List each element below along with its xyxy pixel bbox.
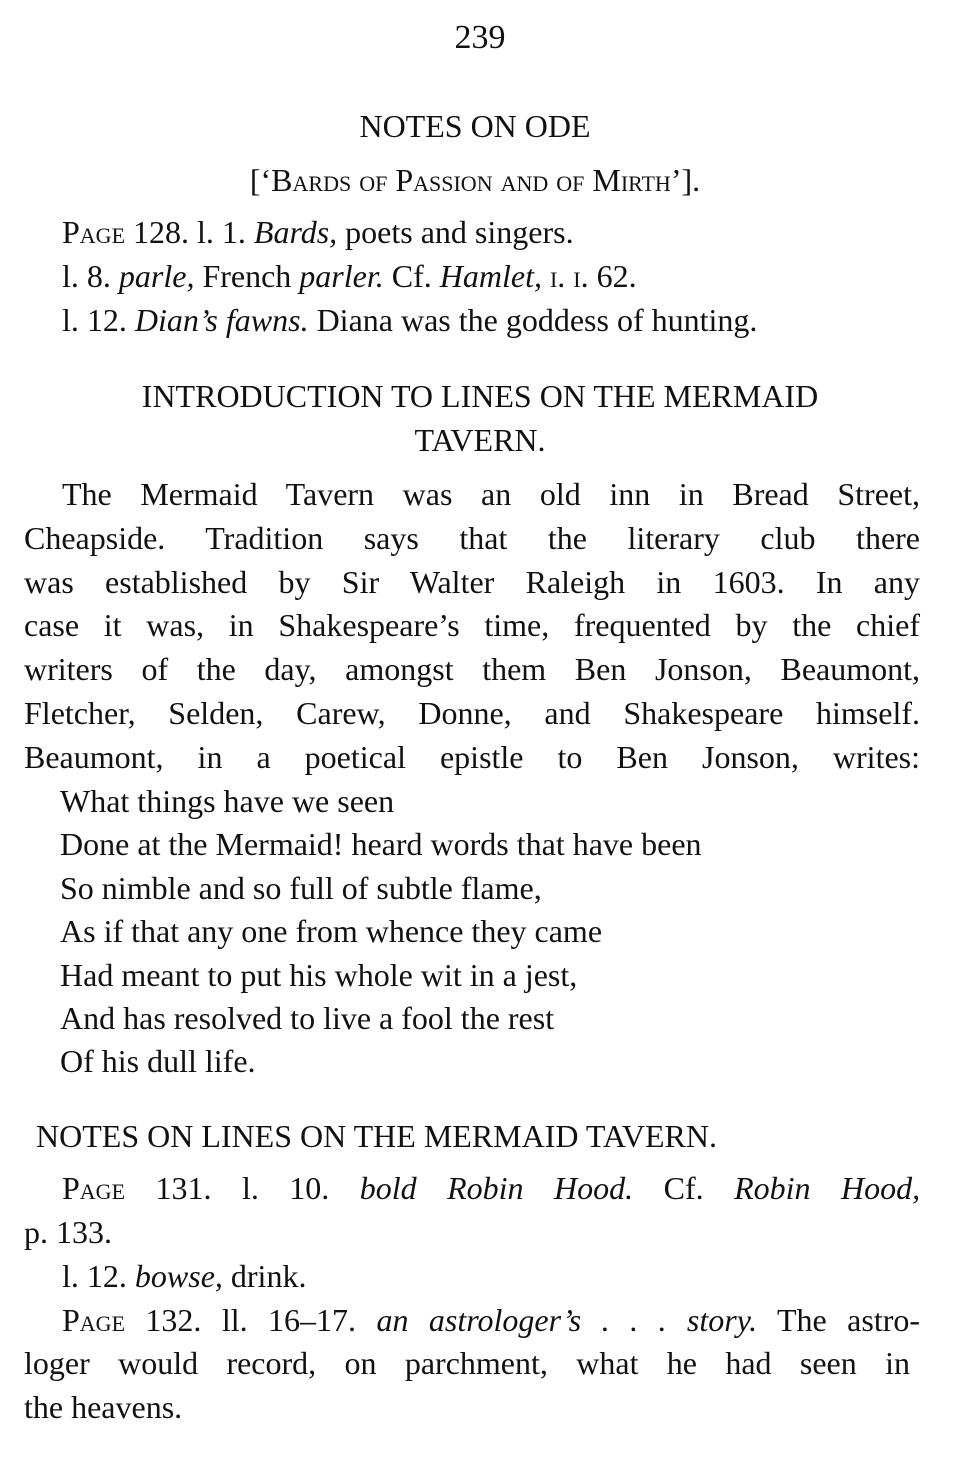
note-text: French: [202, 258, 292, 294]
introduction-heading-line2: TAVERN.: [414, 422, 546, 458]
annotated-term: parler.: [299, 258, 384, 294]
paragraph-line: was established by Sir Walter Raleigh in 1603. In any: [24, 564, 920, 600]
verse-line: So nimble and so full of subtle flame,: [60, 870, 542, 906]
note-text: i. i. 62.: [549, 258, 637, 294]
page-reference: Page 132.: [62, 1302, 202, 1338]
annotated-term: Robin Hood,: [734, 1170, 921, 1206]
line-reference: l. 10.: [241, 1170, 330, 1206]
paragraph-line: The Mermaid Tavern was an old inn in Bread Street,: [62, 476, 920, 512]
note-line-12-bowse: [62, 1256, 306, 1296]
annotated-term: parle,: [118, 258, 195, 294]
paragraph-line: Fletcher, Selden, Carew, Donne, and Shakespeare himself.: [24, 695, 920, 731]
note-continuation: p. 133.: [24, 1214, 112, 1250]
annotated-term: Hamlet,: [439, 258, 542, 294]
verse-line: What things have we seen: [60, 783, 395, 819]
ode-notes-heading: NOTES ON ODE: [359, 108, 591, 144]
note-page-132: [62, 1300, 920, 1340]
annotated-term: Bards,: [253, 214, 338, 250]
note-text: Cf.: [663, 1170, 704, 1206]
note-text: drink.: [230, 1258, 307, 1294]
note-text: The astro-: [777, 1302, 921, 1338]
paragraph-line: Cheapside. Tradition says that the literary club there: [24, 520, 920, 556]
annotated-term: Dian’s fawns.: [134, 302, 309, 338]
introduction-heading-line1: INTRODUCTION TO LINES ON THE MERMAID: [141, 378, 819, 414]
annotated-term: bold Robin Hood.: [359, 1170, 634, 1206]
annotated-term: bowse,: [134, 1258, 223, 1294]
note-page-131: [62, 1168, 920, 1208]
note-continuation: loger would record, on parchment, what he had seen in: [24, 1345, 910, 1381]
verse-line: As if that any one from whence they came: [60, 913, 603, 949]
paragraph-line: writers of the day, amongst them Ben Jonson, Beaumont,: [24, 651, 920, 687]
note-line-1: [62, 212, 574, 252]
line-reference: l. 12.: [62, 302, 127, 338]
ode-notes-subheading: [‘Bards of Passion and of Mirth’].: [249, 162, 701, 198]
verse-line: And has resolved to live a fool the rest: [60, 1000, 555, 1036]
line-reference: ll. 16–17.: [221, 1302, 357, 1338]
paragraph-line: Beaumont, in a poetical epistle to Ben Jonson, writes:: [24, 739, 920, 775]
paragraph-line: case it was, in Shakespeare’s time, frequented by the chief: [24, 607, 920, 643]
line-reference: l. 8.: [62, 258, 111, 294]
note-text: poets and singers.: [345, 214, 574, 250]
note-text: Cf.: [391, 258, 432, 294]
verse-line: Done at the Mermaid! heard words that have been: [60, 826, 702, 862]
mermaid-notes-heading: NOTES ON LINES ON THE MERMAID TAVERN.: [36, 1118, 717, 1154]
annotated-term: an astrologer’s . . . story.: [376, 1302, 758, 1338]
verse-line: Of his dull life.: [60, 1043, 256, 1079]
line-reference: l. 12.: [62, 1258, 127, 1294]
page-number: 239: [454, 19, 506, 56]
note-continuation: the heavens.: [24, 1389, 183, 1425]
note-line-8: [62, 256, 637, 296]
note-line-12: [62, 300, 757, 340]
page-reference: Page 128.: [62, 214, 190, 250]
verse-line: Had meant to put his whole wit in a jest,: [60, 957, 578, 993]
page-reference: Page 131.: [62, 1170, 212, 1206]
note-text: Diana was the goddess of hunting.: [316, 302, 758, 338]
line-reference: l. 1.: [197, 214, 246, 250]
